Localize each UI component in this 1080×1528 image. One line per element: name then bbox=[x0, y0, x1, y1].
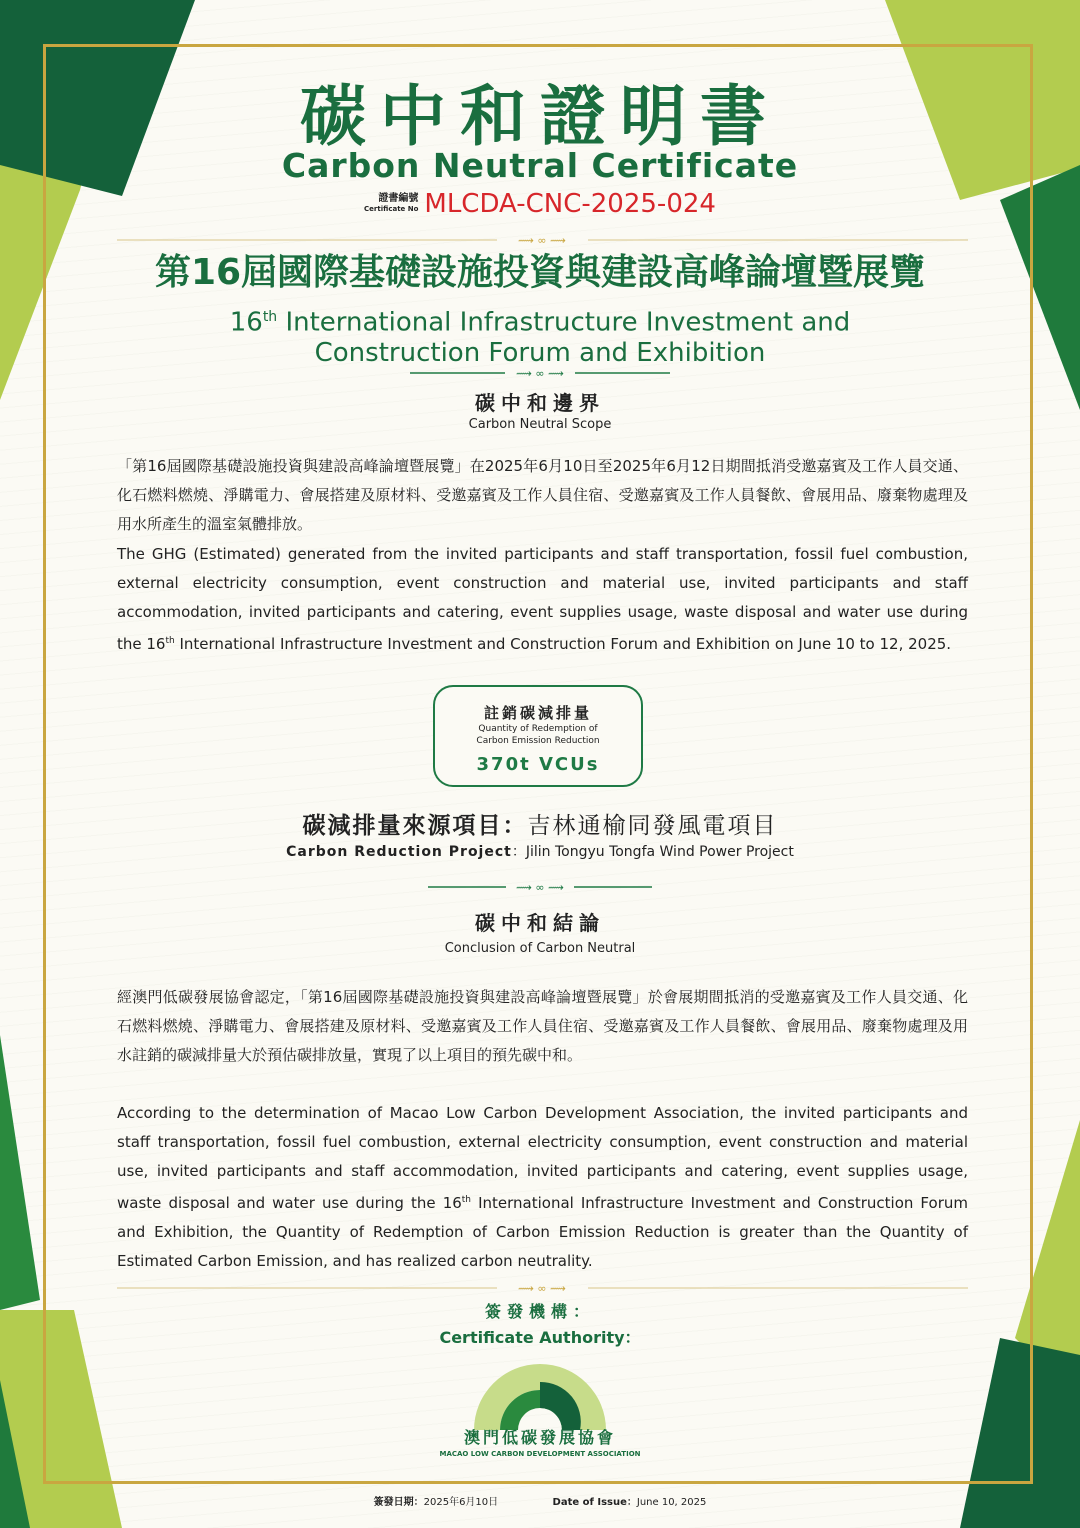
ornament-divider-conclusion bbox=[428, 881, 652, 893]
conclusion-text-en-ordinal: th bbox=[461, 1195, 472, 1205]
conclusion-heading-en: Conclusion of Carbon Neutral bbox=[444, 941, 636, 956]
scope-text-cn: 「第16屆國際基礎設施投資與建設高峰論壇暨展覽」在2025年6月10日至2025年6月12日期間抵消受邀嘉賓及工作人員交通、化石燃料燃燒、淨購電力、會展搭建及原材料、受邀嘉賓及工作人員住宿、受邀嘉賓及工作人員餐飲、會展用品、廢棄物處理及用水所產生的溫室氣體排放。 bbox=[117, 457, 968, 533]
bottom-left-mid-shape bbox=[0, 1035, 40, 1310]
svg-text:⟿ ∞ ⟿: ⟿ ∞ ⟿ bbox=[516, 367, 564, 379]
scope-heading-en: Carbon Neutral Scope bbox=[468, 417, 612, 432]
issue-date-cn: 2025年6月10日 bbox=[423, 1497, 499, 1508]
ornament-divider-scope bbox=[410, 367, 670, 379]
ornament-divider-top bbox=[117, 234, 968, 246]
svg-text:⟿ ∞ ⟿: ⟿ ∞ ⟿ bbox=[516, 881, 564, 893]
issue-date-label-en: Date of Issue： bbox=[552, 1497, 637, 1508]
conclusion-text-en bbox=[117, 1099, 968, 1276]
authority-org-cn: 澳門低碳發展協會 bbox=[463, 1428, 616, 1447]
redemption-label-en-1: Quantity of Redemption of bbox=[478, 724, 598, 734]
issue-date-label-cn: 簽發日期： bbox=[373, 1497, 424, 1508]
scope-text-en-part1: The GHG (Estimated) generated from the invited participants and staff transportation, fossil fuel combustion, external electricity consumption, event construction and material use, invited participants and staff accommodation, invited participants and catering, event supplies usage, waste disposal and water use during the 16 bbox=[117, 545, 968, 653]
authority-label-en: Certificate Authority： bbox=[439, 1328, 641, 1347]
project-name-cn: 吉林通榆同發風電項目 bbox=[527, 813, 778, 839]
certificate-number-label-cn: 證書編號 bbox=[378, 193, 419, 204]
conclusion-heading-cn: 碳中和結論 bbox=[475, 911, 605, 935]
issue-date-row bbox=[0, 1495, 1080, 1511]
issue-date-en: June 10, 2025 bbox=[636, 1497, 707, 1508]
scope-text-en-part2: International Infrastructure Investment and Construction Forum and Exhibition on June 10 to 12, 2025. bbox=[174, 635, 952, 653]
svg-text:⟿ ∞ ⟿: ⟿ ∞ ⟿ bbox=[518, 234, 566, 246]
svg-text:⟿ ∞ ⟿: ⟿ ∞ ⟿ bbox=[518, 1282, 566, 1294]
certificate-number-label-en: Certificate No bbox=[364, 205, 419, 213]
conclusion-text-en-part1: According to the determination of Macao Low Carbon Development Association, the invited participants and staff transportation, fossil fuel combustion, external electricity consumption, event construction and material use, invited participants and staff accommodation, invited participants and catering, event supplies usage, waste disposal and water use during the 16 bbox=[117, 1104, 968, 1212]
scope-heading-cn: 碳中和邊界 bbox=[475, 391, 605, 415]
mlcda-logo bbox=[470, 1360, 610, 1432]
authority-org-en: MACAO LOW CARBON DEVELOPMENT ASSOCIATION bbox=[439, 1450, 641, 1458]
event-title-en-ordinal: th bbox=[262, 309, 278, 325]
event-title-cn: 第16屆國際基礎設施投資與建設高峰論壇暨展覽 bbox=[154, 252, 926, 293]
event-title-en-number: 16 bbox=[229, 307, 263, 338]
certificate-title-cn: 碳中和證明書 bbox=[300, 78, 780, 155]
redemption-label-en-2: Carbon Emission Reduction bbox=[476, 736, 600, 746]
project-label-cn: 碳減排量來源項目： bbox=[302, 813, 528, 839]
certificate-title-en: Carbon Neutral Certificate bbox=[281, 146, 799, 185]
project-line-en bbox=[0, 842, 1080, 862]
authority-label-cn: 簽發機構： bbox=[484, 1302, 595, 1321]
conclusion-text-en-part2: International Infrastructure Investment and Construction Forum and Exhibition, the Quantity of Redemption of Carbon Emission Reduction is greater than the Quantity of Estimated Carbon Emission, and has realized carbon neutrality. bbox=[117, 1194, 968, 1270]
certificate-number-label bbox=[364, 194, 418, 214]
scope-text-en bbox=[117, 540, 968, 659]
project-name-en: ：Jilin Tongyu Tongfa Wind Power Project bbox=[511, 844, 794, 860]
event-title-en-line1: International Infrastructure Investment and bbox=[277, 307, 851, 338]
conclusion-text-cn: 經澳門低碳發展協會認定，「第16屆國際基礎設施投資與建設高峰論壇暨展覽」於會展期間抵消的受邀嘉賓及工作人員交通、化石燃料燃燒、淨購電力、會展搭建及原材料、受邀嘉賓及工作人員住宿、受邀嘉賓及工作人員餐飲、會展用品、廢棄物處理及用水註銷的碳減排量大於預估碳排放量，實現了以上項目的預先碳中和。 bbox=[117, 988, 968, 1064]
certificate-number: MLCDA-CNC-2025-024 bbox=[424, 189, 716, 219]
project-label-en: Carbon Reduction Project bbox=[286, 844, 512, 860]
certificate-number-row bbox=[0, 188, 1080, 220]
redemption-value: 370t VCUs bbox=[476, 754, 600, 775]
event-title-en-line2: Construction Forum and Exhibition bbox=[314, 337, 766, 368]
redemption-label-cn: 註銷碳減排量 bbox=[483, 704, 592, 722]
scope-text-en-ordinal: th bbox=[165, 636, 175, 646]
project-line-cn bbox=[0, 810, 1080, 842]
redemption-box bbox=[433, 685, 643, 787]
event-title-en bbox=[0, 302, 1080, 368]
ornament-divider-bottom bbox=[117, 1282, 968, 1294]
